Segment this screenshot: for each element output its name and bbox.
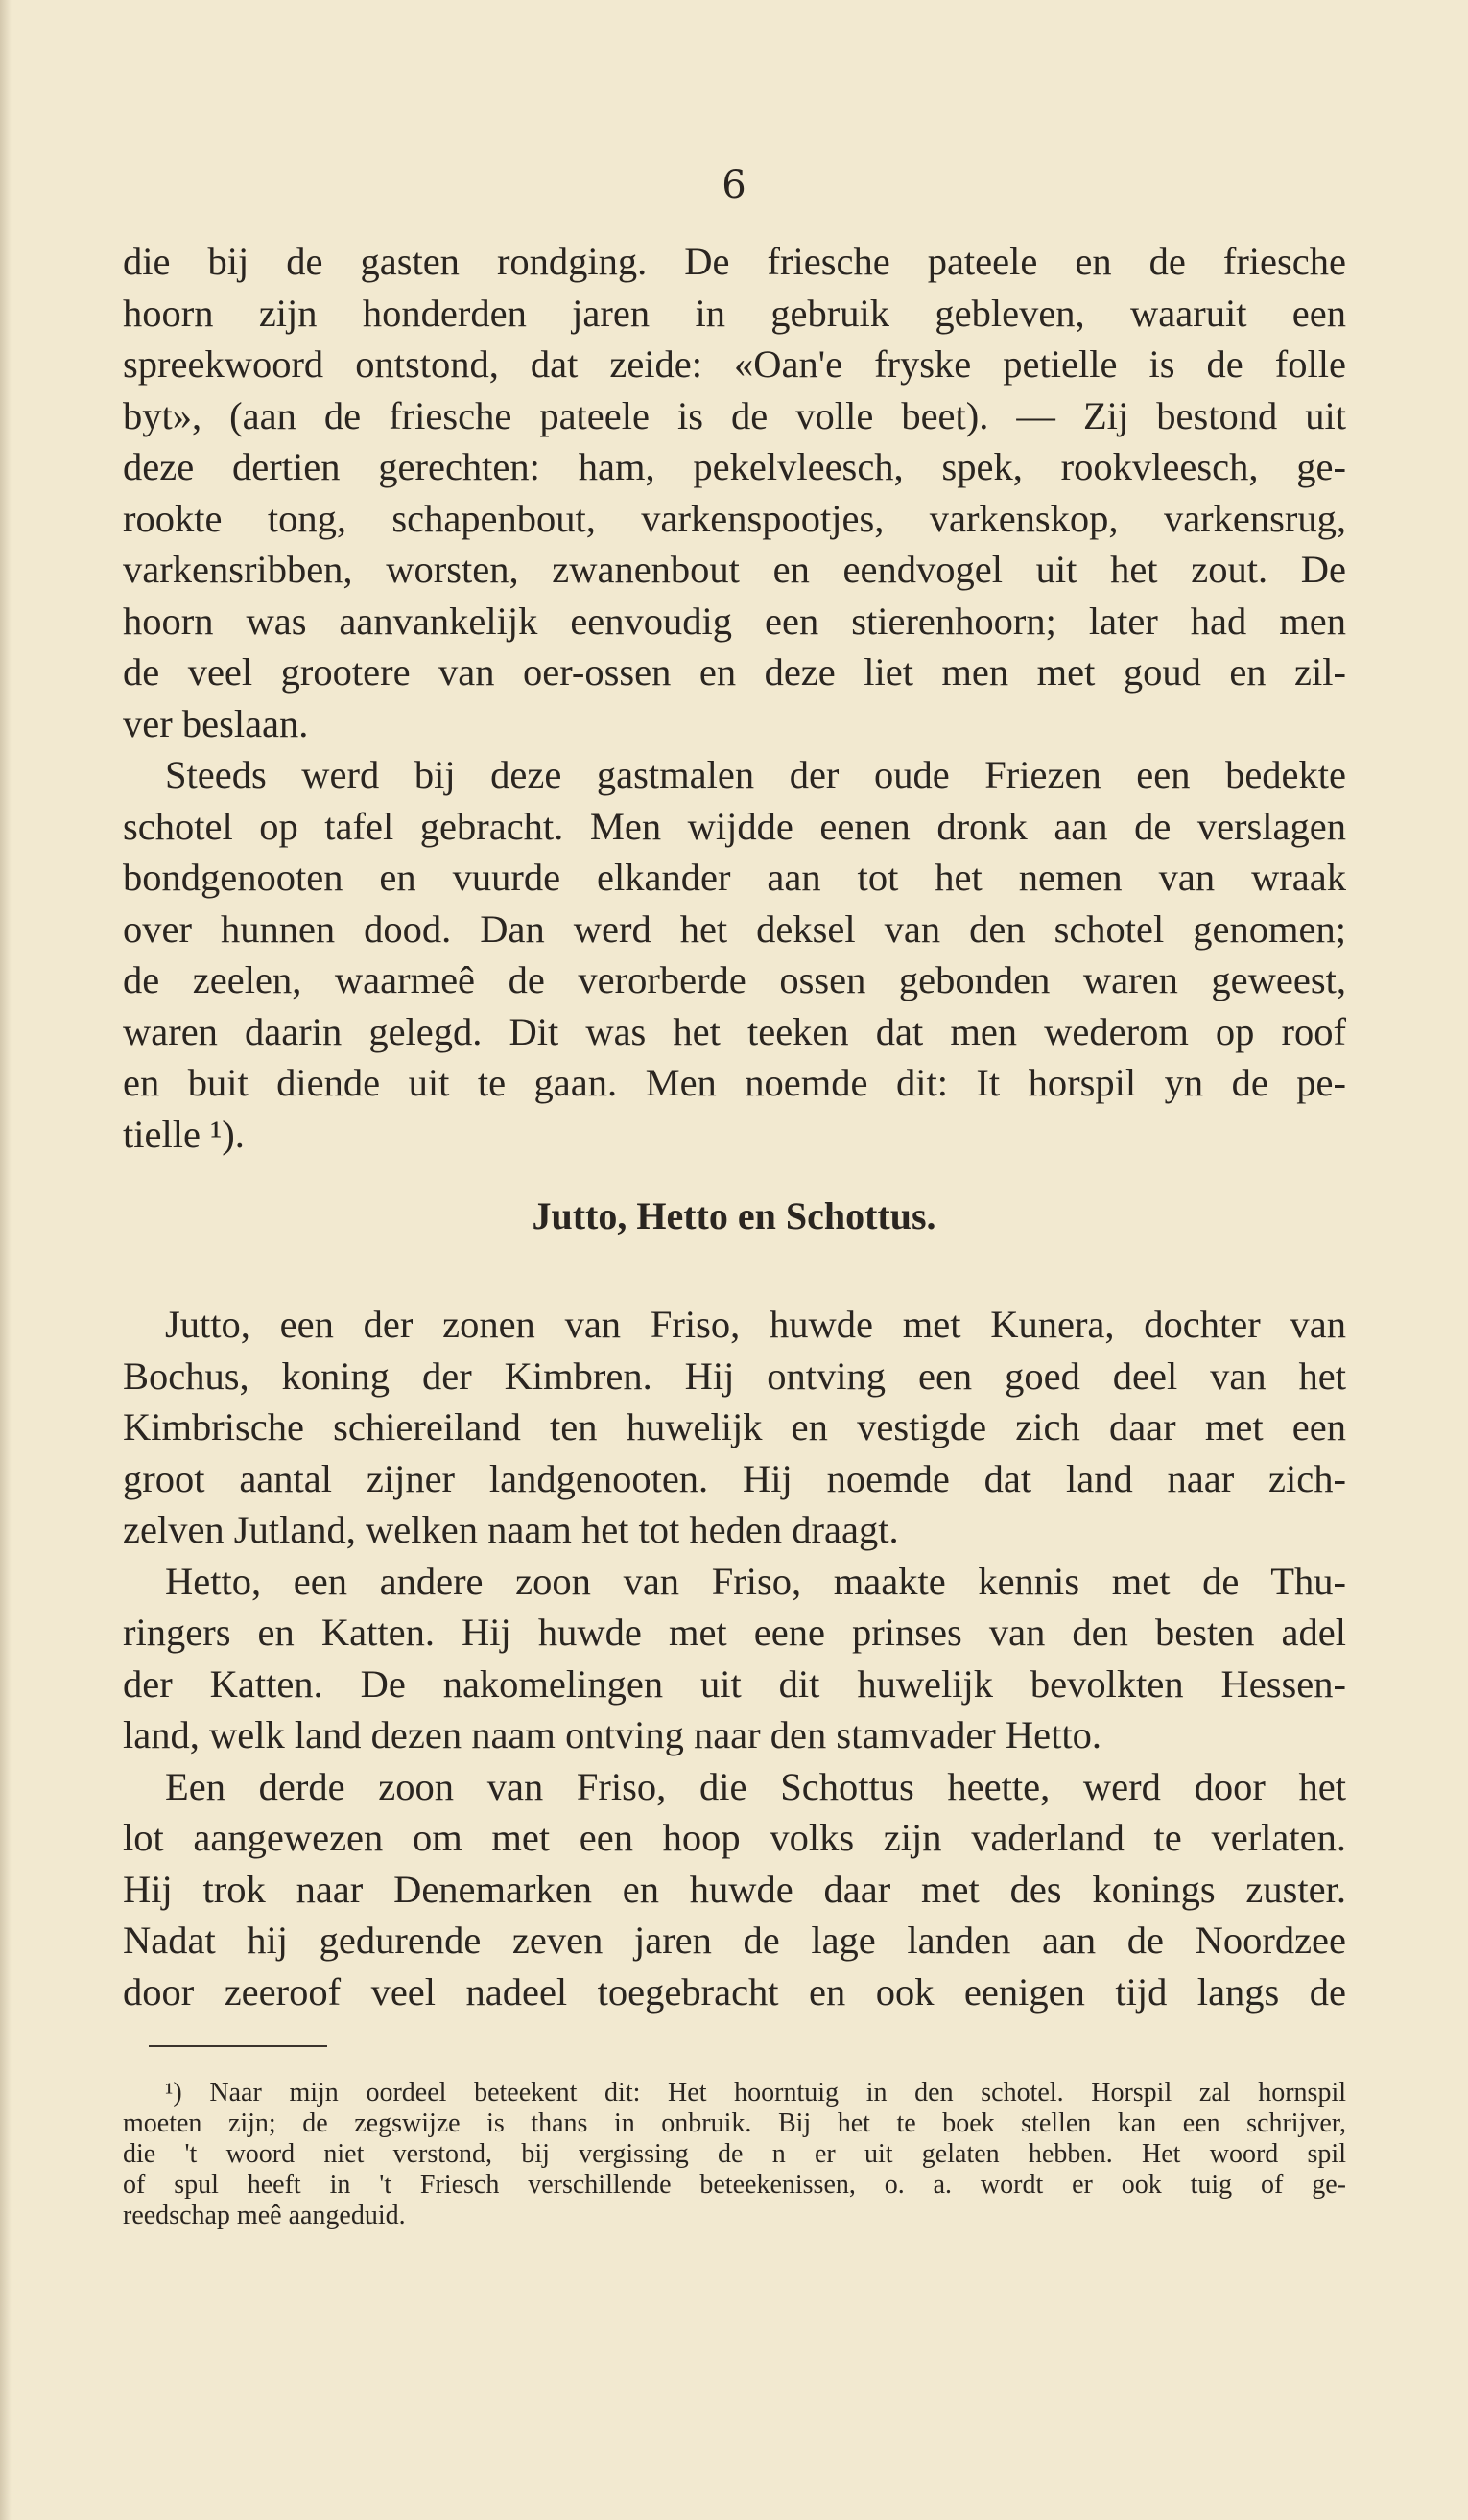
footnote-divider <box>149 2045 327 2047</box>
paragraph-schottus <box>123 1761 1346 2018</box>
footnote-line: moeten zijn; de zegswijze is thans in onbruik. Bij het te boek stellen kan een schrijver, <box>123 2108 1346 2138</box>
text-line: over hunnen dood. Dan werd het deksel van den schotel genomen; <box>123 907 1346 951</box>
page-number: 6 <box>722 163 746 207</box>
text-line: ringers en Katten. Hij huwde met eene prinses van den besten adel <box>123 1611 1346 1654</box>
text-line: lot aangewezen om met een hoop volks zijn vaderland te verlaten. <box>123 1816 1346 1859</box>
text-line: bondgenooten en vuurde elkander aan tot het nemen van wraak <box>123 856 1346 899</box>
text-line: Steeds werd bij deze gastmalen der oude Friezen een bedekte <box>165 753 1346 796</box>
text-line: der Katten. De nakomelingen uit dit huwelijk bevolkten Hessen- <box>123 1661 1346 1706</box>
paragraph-hetto <box>123 1556 1346 1761</box>
text-line: zelven Jutland, welken naam het tot heden draagt. <box>123 1508 899 1551</box>
text-line: ver beslaan. <box>123 701 309 745</box>
page-edge-shadow <box>0 0 12 2520</box>
text-line: Een derde zoon van Friso, die Schottus heette, werd door het <box>165 1764 1346 1808</box>
footnote-line: of spul heeft in 't Friesch verschillende beteekenissen, o. a. wordt er ook tuig of ge- <box>123 2170 1346 2200</box>
footnote-line: ¹) Naar mijn oordeel beteekent dit: Het hoorntuig in den schotel. Horspil zal hornspil <box>165 2078 1346 2108</box>
text-line: spreekwoord ontstond, dat zeide: «Oan'e fryske petielle is de folle <box>123 342 1346 386</box>
footnote-line: die 't woord niet verstond, bij vergissing de n er uit gelaten hebben. Het woord spil <box>123 2139 1346 2169</box>
text-line: Hij trok naar Denemarken en huwde daar met des konings zuster. <box>123 1867 1346 1911</box>
text-line: Kimbrische schiereiland ten huwelijk en vestigde zich daar met een <box>123 1405 1346 1448</box>
text-line: Jutto, een der zonen van Friso, huwde met Kunera, dochter van <box>165 1303 1346 1346</box>
text-line: hoorn zijn honderden jaren in gebruik gebleven, waaruit een <box>123 291 1346 335</box>
section-heading: Jutto, Hetto en Schottus. <box>532 1194 936 1237</box>
text-line: land, welk land dezen naam ontving naar den stamvader Hetto. <box>123 1713 1102 1756</box>
paragraph-feast <box>123 236 1346 749</box>
text-line: byt», (aan de friesche pateele is de volle beet). — Zij bestond uit <box>123 393 1346 437</box>
body-text-bottom <box>123 1299 1346 2017</box>
text-line: Bochus, koning der Kimbren. Hij ontving een goed deel van het <box>123 1354 1346 1398</box>
text-line: deze dertien gerechten: ham, pekelvleesch, spek, rookvleesch, ge- <box>123 445 1346 488</box>
footnote <box>123 2078 1346 2231</box>
text-line: varkensribben, worsten, zwanenbout en eendvogel uit het zout. De <box>123 548 1346 591</box>
text-line: Nadat hij gedurende zeven jaren de lage landen aan de Noordzee <box>123 1919 1346 1962</box>
body-text-top <box>123 236 1346 1160</box>
footnote-line: reedschap meê aangeduid. <box>123 2201 406 2230</box>
text-line: en buit diende uit te gaan. Men noemde dit: It horspil yn de pe- <box>123 1061 1346 1104</box>
text-line: die bij de gasten rondging. De friesche pateele en de friesche <box>123 240 1346 283</box>
text-line: rookte tong, schapenbout, varkenspootjes, varkenskop, varkensrug, <box>123 496 1346 540</box>
text-line: tielle ¹). <box>123 1112 245 1156</box>
text-line: door zeeroof veel nadeel toegebracht en ook eenigen tijd langs de <box>123 1969 1346 2014</box>
paragraph-schotel <box>123 749 1346 1160</box>
text-line: Hetto, een andere zoon van Friso, maakte kennis met de Thu- <box>165 1559 1346 1603</box>
text-line: groot aantal zijner landgenooten. Hij noemde dat land naar zich- <box>123 1456 1346 1500</box>
text-line: de veel grootere van oer-ossen en deze liet men met goud en zil- <box>123 650 1346 694</box>
text-line: schotel op tafel gebracht. Men wijdde eenen dronk aan de verslagen <box>123 804 1346 848</box>
text-line: hoorn was aanvankelijk eenvoudig een stierenhoorn; later had men <box>123 599 1346 643</box>
text-line: waren daarin gelegd. Dit was het teeken dat men wederom op roof <box>123 1009 1346 1053</box>
paragraph-jutto <box>123 1299 1346 1556</box>
text-line: de zeelen, waarmeê de verorberde ossen gebonden waren geweest, <box>123 958 1346 1001</box>
